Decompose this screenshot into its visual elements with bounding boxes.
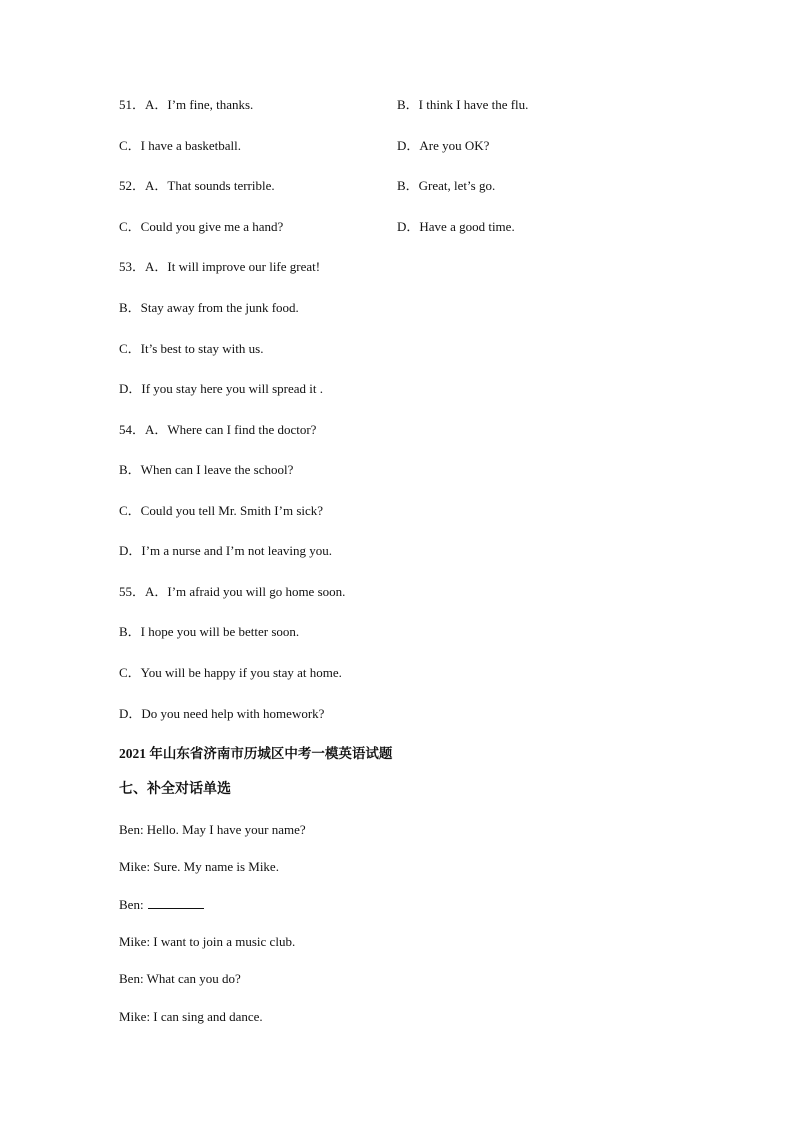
q55-option-a: 55．A．I’m afraid you will go home soon. [119, 584, 346, 599]
dialogue-line-3 [119, 896, 204, 914]
q52-option-a: 52．A．That sounds terrible. [119, 178, 275, 193]
q55-option-d: D．Do you need help with homework? [119, 706, 325, 721]
q53-option-d: D．If you stay here you will spread it . [119, 381, 323, 396]
q53-option-b: B．Stay away from the junk food. [119, 300, 299, 315]
q51-option-b: B．I think I have the flu. [397, 97, 529, 112]
q51-option-c: C．I have a basketball. [119, 138, 242, 153]
q52-option-d: D．Have a good time. [397, 219, 515, 234]
q52-option-c: C．Could you give me a hand? [119, 219, 284, 234]
q54-option-d: D．I’m a nurse and I’m not leaving you. [119, 543, 333, 558]
answer-blank [148, 896, 204, 909]
dialogue-line-1: Ben: Hello. May I have your name? [119, 822, 306, 837]
q54-option-c: C．Could you tell Mr. Smith I’m sick? [119, 503, 324, 518]
q54-option-b: B．When can I leave the school? [119, 462, 294, 477]
dialogue-line-3-speaker: Ben: [119, 897, 144, 912]
q53-option-c: C．It’s best to stay with us. [119, 341, 264, 356]
q55-option-c: C．You will be happy if you stay at home. [119, 665, 342, 680]
q54-option-a: 54．A．Where can I find the doctor? [119, 422, 317, 437]
dialogue-line-5: Ben: What can you do? [119, 971, 241, 986]
q51-option-a: 51．A．I’m fine, thanks. [119, 97, 254, 112]
section-title: 七、补全对话单选 [119, 782, 231, 797]
dialogue-line-4: Mike: I want to join a music club. [119, 934, 296, 949]
q51-option-d: D．Are you OK? [397, 138, 490, 153]
dialogue-line-2: Mike: Sure. My name is Mike. [119, 859, 279, 874]
dialogue-line-6: Mike: I can sing and dance. [119, 1009, 263, 1024]
q53-option-a: 53．A．It will improve our life great! [119, 259, 321, 274]
q52-option-b: B．Great, let’s go. [397, 178, 496, 193]
q55-option-b: B．I hope you will be better soon. [119, 624, 300, 639]
exam-title: 2021 年山东省济南市历城区中考一模英语试题 [119, 746, 393, 761]
